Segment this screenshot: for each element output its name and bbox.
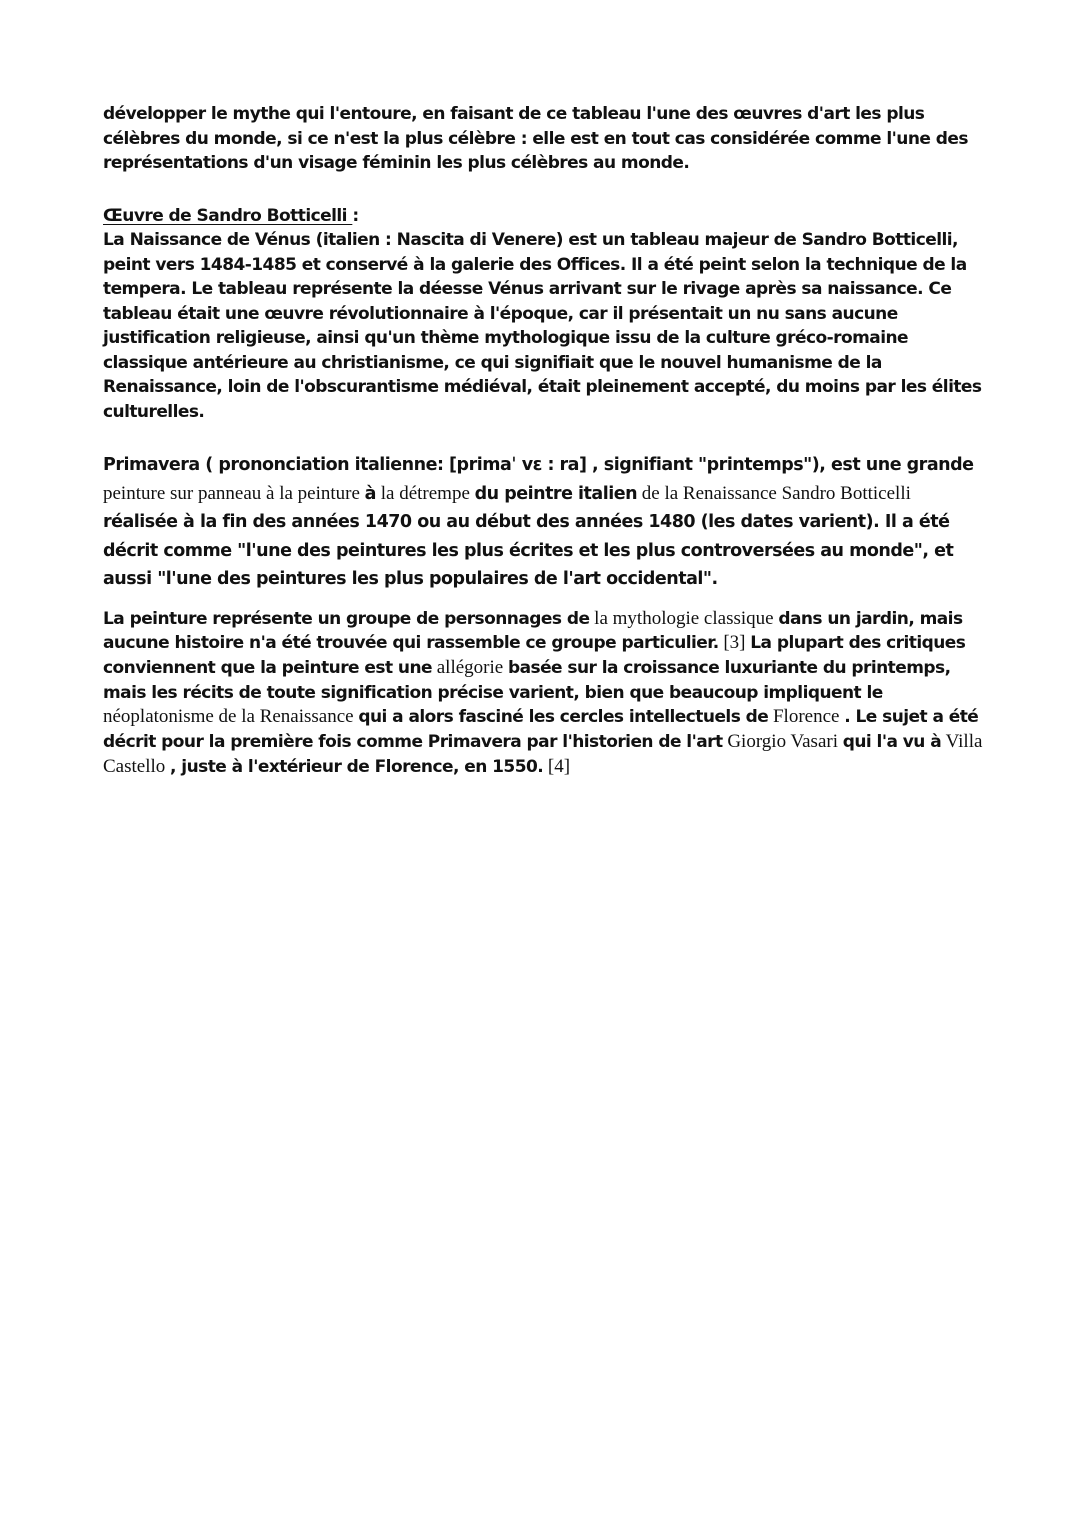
primavera-text-5: du peintre italien (474, 483, 638, 504)
section-heading (103, 204, 983, 229)
primavera-text-3: à (364, 483, 376, 504)
footnote-ref-4: [4] (543, 755, 571, 777)
description-text-7: basée sur la croissance luxuriante du printemps, mais les récits de toute signification précise varient, bien que beaucoup impliquent le (103, 657, 951, 703)
section-heading-text: Œuvre de Sandro Botticelli (103, 205, 353, 226)
paragraph-naissance-text: La Naissance de Vénus (italien : Nascita di Venere) est un tableau majeur de Sandro Botticelli, peint vers 1484-1485 et conservé à la galerie des Offices. Il a été peint selon la technique de la tempera. Le tableau représente la déesse Vénus arrivant sur le rivage après sa naissance. Ce tableau était une œuvre révolutionnaire à l'époque, car il présentait un nu sans aucune justification religieuse, ainsi qu'un thème mythologique issu de la culture gréco-romaine classique antérieure au christianisme, ce qui signifiait que le nouvel humanisme de la Renaissance, loin de l'obscurantisme médiéval, était pleinement accepté, du moins par les élites culturelles. (103, 230, 982, 422)
paragraph-primavera (103, 451, 983, 594)
paragraph-joconde-ending: développer le mythe qui l'entoure, en faisant de ce tableau l'une des œuvres d'art les plus célèbres du monde, si ce n'est la plus célèbre : elle est en tout cas considérée comme l'une des représentations d'un visage féminin les plus célèbres au monde. (103, 104, 968, 173)
description-text-15: , juste à l'extérieur de Florence, en 1550. (170, 756, 544, 777)
description-text-6: allégorie (432, 656, 508, 678)
paragraph-naissance-de-venus (103, 204, 983, 425)
description-text-9: qui a alors fasciné les cercles intellectuels de (358, 707, 769, 728)
description-text-5: La plupart des critiques conviennent que la peinture est une (103, 633, 966, 678)
description-text-3: dans un jardin, mais aucune histoire n'a été trouvée qui rassemble ce groupe particulier. (103, 608, 963, 654)
description-text-10: Florence (768, 706, 845, 728)
description-text-2: la mythologie classique (589, 607, 779, 629)
section-heading-colon: : (352, 205, 359, 226)
document-body (103, 102, 983, 779)
primavera-text-4: la détrempe (375, 482, 475, 504)
description-text-13: qui l'a vu à (842, 732, 942, 753)
description-text-11: . Le sujet a été décrit pour la première fois comme Primavera par l'historien de l'art (103, 707, 979, 753)
description-text-8: néoplatonisme de la Renaissance (103, 706, 359, 728)
description-text-14: Villa Castello (103, 731, 983, 777)
primavera-text-6: de la Renaissance Sandro Botticelli (637, 482, 911, 504)
description-text-1: La peinture représente un groupe de personnages de (103, 608, 590, 629)
paragraph-peinture-description (103, 607, 983, 780)
primavera-text-2: peinture sur panneau à la peinture (103, 482, 365, 504)
description-text-12: Giorgio Vasari (722, 731, 843, 753)
footnote-ref-3: [3] (718, 632, 751, 654)
primavera-text-1: Primavera ( prononciation italienne: [primaˈ vɛ : ra] , signifiant "printemps"), est une grande (103, 455, 974, 475)
primavera-text-7: réalisée à la fin des années 1470 ou au début des années 1480 (les dates varient). Il a été décrit comme "l'une des peintures les plus écrites et les plus controversées au monde", et aussi "l'une des peintures les plus populaires de l'art occidental". (103, 512, 954, 589)
